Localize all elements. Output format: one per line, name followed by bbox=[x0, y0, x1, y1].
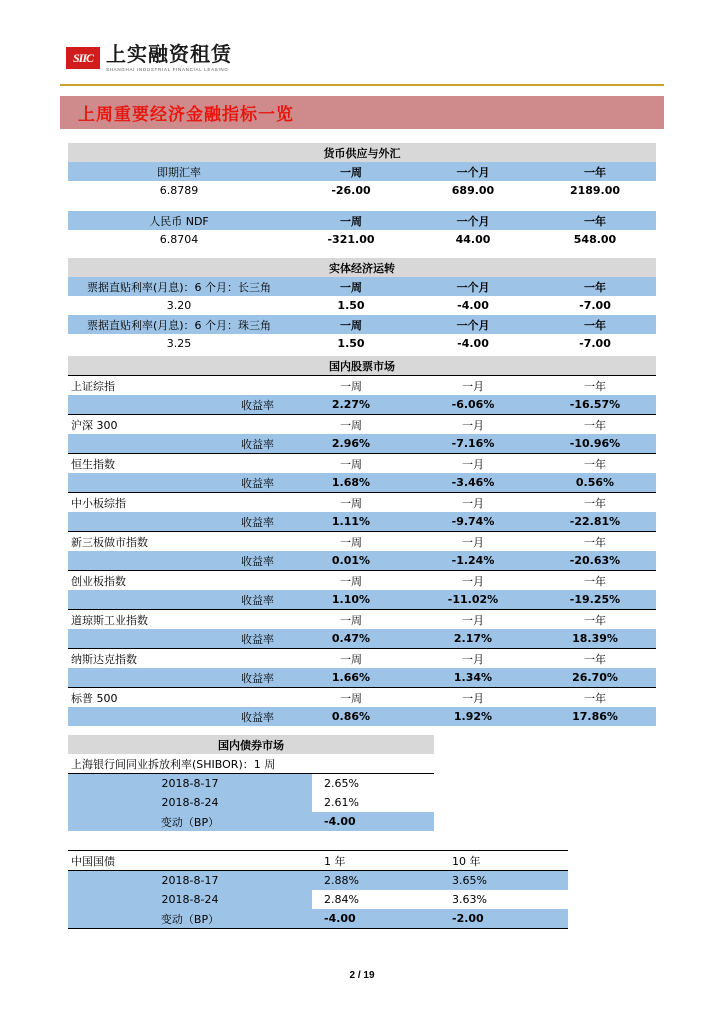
table-row bbox=[68, 707, 656, 726]
stock-return-year: 0.56% bbox=[534, 473, 656, 493]
table-row bbox=[68, 649, 656, 669]
table-row bbox=[68, 890, 568, 909]
table-row bbox=[68, 754, 434, 774]
stock-return-label: 收益率 bbox=[68, 395, 290, 415]
stock-name: 新三板做市指数 bbox=[68, 532, 290, 552]
stock-return-month: 1.92% bbox=[412, 707, 534, 726]
section-header-money: 货币供应与外汇 bbox=[68, 143, 656, 162]
stock-return-year: 17.86% bbox=[534, 707, 656, 726]
fx-spot-value: 6.8789 bbox=[159, 184, 199, 197]
stock-return-month: -9.74% bbox=[412, 512, 534, 532]
table-row bbox=[68, 512, 656, 532]
bill-rate-prd-month: -4.00 bbox=[457, 337, 489, 350]
period-week: 一周 bbox=[290, 277, 412, 296]
bill-rate-yrd-month: -4.00 bbox=[457, 299, 489, 312]
stock-name: 创业板指数 bbox=[68, 571, 290, 591]
period-month: 一个月 bbox=[412, 315, 534, 334]
period-year: 一年 bbox=[534, 415, 656, 435]
section-header-economy: 实体经济运转 bbox=[68, 258, 656, 277]
treasury-date-2: 2018-8-24 bbox=[68, 890, 312, 909]
fx-spot-change-month: 689.00 bbox=[451, 184, 495, 197]
period-month: 一月 bbox=[412, 649, 534, 669]
shibor-date-2: 2018-8-24 bbox=[68, 793, 312, 812]
period-week: 一周 bbox=[290, 649, 412, 669]
period-year: 一年 bbox=[534, 688, 656, 708]
stock-return-month: -6.06% bbox=[412, 395, 534, 415]
shibor-change-value: -4.00 bbox=[312, 812, 434, 831]
bill-rate-yrd-week: 1.50 bbox=[337, 299, 365, 312]
period-year: 一年 bbox=[534, 277, 656, 296]
fx-spot-change-year: 2189.00 bbox=[569, 184, 621, 197]
table-row bbox=[68, 688, 656, 708]
period-year: 一年 bbox=[534, 493, 656, 513]
bill-rate-yrd-value: 3.20 bbox=[166, 299, 192, 312]
period-week: 一周 bbox=[290, 454, 412, 474]
table-row bbox=[68, 258, 656, 277]
table-row bbox=[68, 434, 656, 454]
fx-ndf-change-year: 548.00 bbox=[573, 233, 617, 246]
stock-name: 标普 500 bbox=[68, 688, 290, 708]
fx-spot-name: 即期汇率 bbox=[68, 162, 290, 181]
table-row bbox=[68, 793, 434, 812]
section-header-bonds: 国内债券市场 bbox=[68, 735, 434, 754]
treasury-1y-value-1: 2.88% bbox=[312, 871, 440, 891]
shibor-date-1: 2018-8-17 bbox=[68, 774, 312, 794]
header-divider bbox=[60, 84, 664, 86]
logo-mark-icon: SIIC bbox=[66, 47, 100, 69]
table-row bbox=[68, 774, 434, 794]
table-row bbox=[68, 590, 656, 610]
table-row bbox=[68, 296, 656, 315]
bill-rate-prd-value: 3.25 bbox=[166, 337, 192, 350]
table-row bbox=[68, 735, 434, 754]
stock-return-label: 收益率 bbox=[68, 434, 290, 454]
period-week: 一周 bbox=[290, 532, 412, 552]
stock-name: 道琼斯工业指数 bbox=[68, 610, 290, 630]
stock-name: 上证综指 bbox=[68, 376, 290, 396]
period-week: 一周 bbox=[290, 688, 412, 708]
stock-return-month: -1.24% bbox=[412, 551, 534, 571]
stock-return-month: -7.16% bbox=[412, 434, 534, 454]
period-year: 一年 bbox=[534, 610, 656, 630]
stock-return-month: -11.02% bbox=[412, 590, 534, 610]
period-year: 一年 bbox=[534, 162, 656, 181]
period-week: 一周 bbox=[290, 315, 412, 334]
period-month: 一月 bbox=[412, 532, 534, 552]
table-row bbox=[68, 277, 656, 296]
logo-chinese-name: 上实融资租赁 bbox=[106, 42, 232, 66]
period-month: 一月 bbox=[412, 376, 534, 396]
table-row bbox=[68, 315, 656, 334]
fx-ndf-change-week: -321.00 bbox=[327, 233, 375, 246]
stock-return-week: 1.68% bbox=[290, 473, 412, 493]
stock-return-year: 18.39% bbox=[534, 629, 656, 649]
table-spacer-row bbox=[68, 200, 656, 211]
stock-return-week: 2.96% bbox=[290, 434, 412, 454]
page-number: 2 / 19 bbox=[349, 970, 375, 981]
period-week: 一周 bbox=[290, 571, 412, 591]
treasury-1y-value-2: 2.84% bbox=[324, 893, 359, 906]
table-row bbox=[68, 909, 568, 929]
table-row bbox=[68, 143, 656, 162]
stock-return-year: -16.57% bbox=[534, 395, 656, 415]
treasury-10y-value-1: 3.65% bbox=[440, 871, 568, 891]
table-row bbox=[68, 571, 656, 591]
stock-return-year: -10.96% bbox=[534, 434, 656, 454]
period-week: 一周 bbox=[290, 376, 412, 396]
period-month: 一个月 bbox=[412, 211, 534, 230]
stock-return-label: 收益率 bbox=[68, 551, 290, 571]
bill-rate-yrd-name: 票据直贴利率(月息)：6 个月：长三角 bbox=[68, 277, 290, 296]
treasury-change-1y: -4.00 bbox=[312, 909, 440, 929]
table-row bbox=[68, 415, 656, 435]
period-year: 一年 bbox=[534, 649, 656, 669]
treasury-change-10y: -2.00 bbox=[440, 909, 568, 929]
table-row bbox=[68, 454, 656, 474]
stock-name: 沪深 300 bbox=[68, 415, 290, 435]
stock-return-month: 2.17% bbox=[412, 629, 534, 649]
stock-return-year: -22.81% bbox=[534, 512, 656, 532]
fx-ndf-change-month: 44.00 bbox=[455, 233, 491, 246]
bill-rate-prd-year: -7.00 bbox=[579, 337, 611, 350]
page-title bbox=[60, 96, 664, 129]
period-month: 一月 bbox=[412, 454, 534, 474]
stock-return-label: 收益率 bbox=[68, 707, 290, 726]
period-year: 一年 bbox=[534, 571, 656, 591]
bill-rate-prd-week: 1.50 bbox=[337, 337, 365, 350]
period-year: 一年 bbox=[534, 454, 656, 474]
table-row bbox=[68, 376, 656, 396]
stock-name: 恒生指数 bbox=[68, 454, 290, 474]
money-supply-table bbox=[68, 143, 656, 249]
table-row bbox=[68, 551, 656, 571]
period-month: 一月 bbox=[412, 415, 534, 435]
stock-return-week: 0.47% bbox=[290, 629, 412, 649]
shibor-value-1: 2.65% bbox=[324, 777, 359, 790]
period-month: 一月 bbox=[412, 571, 534, 591]
stock-return-year: -19.25% bbox=[534, 590, 656, 610]
fx-spot-change-week: -26.00 bbox=[331, 184, 371, 197]
bond-market-table bbox=[68, 735, 434, 831]
stock-return-month: -3.46% bbox=[412, 473, 534, 493]
real-economy-table bbox=[68, 258, 656, 353]
table-row bbox=[68, 493, 656, 513]
stock-return-label: 收益率 bbox=[68, 629, 290, 649]
logo-english-name: SHANGHAI INDUSTRIAL FINANCIAL LEASING bbox=[106, 67, 229, 72]
treasury-10y-value-2: 3.63% bbox=[452, 893, 487, 906]
period-month: 一月 bbox=[412, 688, 534, 708]
table-row bbox=[68, 230, 656, 249]
section-header-stocks: 国内股票市场 bbox=[68, 356, 656, 376]
fx-ndf-name: 人民币 NDF bbox=[68, 211, 290, 230]
table-row bbox=[68, 395, 656, 415]
stock-return-label: 收益率 bbox=[68, 473, 290, 493]
stock-name: 中小板综指 bbox=[68, 493, 290, 513]
fx-ndf-value: 6.8704 bbox=[159, 233, 199, 246]
stock-return-label: 收益率 bbox=[68, 512, 290, 532]
stock-return-year: 26.70% bbox=[534, 668, 656, 688]
stock-return-label: 收益率 bbox=[68, 590, 290, 610]
period-year: 一年 bbox=[534, 532, 656, 552]
bill-rate-prd-name: 票据直贴利率(月息)：6 个月：珠三角 bbox=[68, 315, 290, 334]
stock-return-label: 收益率 bbox=[68, 668, 290, 688]
stock-return-week: 2.27% bbox=[290, 395, 412, 415]
logo-text bbox=[106, 44, 232, 72]
period-year: 一年 bbox=[534, 376, 656, 396]
period-week: 一周 bbox=[290, 211, 412, 230]
stock-return-week: 1.10% bbox=[290, 590, 412, 610]
period-year: 一年 bbox=[534, 211, 656, 230]
period-year: 一年 bbox=[534, 315, 656, 334]
table-row bbox=[68, 181, 656, 200]
period-month: 一个月 bbox=[412, 277, 534, 296]
table-row bbox=[68, 610, 656, 630]
period-week: 一周 bbox=[290, 162, 412, 181]
bill-rate-yrd-year: -7.00 bbox=[579, 299, 611, 312]
stock-return-week: 1.66% bbox=[290, 668, 412, 688]
stock-market-table bbox=[68, 356, 656, 726]
table-row bbox=[68, 532, 656, 552]
table-row bbox=[68, 851, 568, 871]
period-month: 一月 bbox=[412, 493, 534, 513]
stock-return-week: 1.11% bbox=[290, 512, 412, 532]
treasury-table bbox=[68, 850, 568, 929]
stock-return-month: 1.34% bbox=[412, 668, 534, 688]
stock-return-week: 0.86% bbox=[290, 707, 412, 726]
stock-name: 纳斯达克指数 bbox=[68, 649, 290, 669]
period-week: 一周 bbox=[290, 493, 412, 513]
treasury-title: 中国国债 bbox=[68, 851, 312, 871]
period-week: 一周 bbox=[290, 415, 412, 435]
table-row bbox=[68, 162, 656, 181]
treasury-change-label: 变动（BP） bbox=[68, 909, 312, 929]
table-row bbox=[68, 629, 656, 649]
table-row bbox=[68, 356, 656, 376]
table-row bbox=[68, 668, 656, 688]
period-month: 一个月 bbox=[412, 162, 534, 181]
stock-return-week: 0.01% bbox=[290, 551, 412, 571]
treasury-date-1: 2018-8-17 bbox=[68, 871, 312, 891]
treasury-col-1y: 1 年 bbox=[312, 851, 440, 871]
period-week: 一周 bbox=[290, 610, 412, 630]
shibor-value-2: 2.61% bbox=[324, 796, 359, 809]
table-row bbox=[68, 871, 568, 891]
table-row bbox=[68, 812, 434, 831]
shibor-change-label: 变动（BP） bbox=[68, 812, 312, 831]
company-logo bbox=[66, 44, 232, 72]
table-row bbox=[68, 334, 656, 353]
treasury-col-10y: 10 年 bbox=[440, 851, 568, 871]
period-month: 一月 bbox=[412, 610, 534, 630]
table-row bbox=[68, 211, 656, 230]
stock-return-year: -20.63% bbox=[534, 551, 656, 571]
shibor-title: 上海银行间同业拆放利率(SHIBOR)：1 周 bbox=[68, 754, 434, 774]
table-row bbox=[68, 473, 656, 493]
page-title-text: 上周重要经济金融指标一览 bbox=[78, 105, 294, 125]
